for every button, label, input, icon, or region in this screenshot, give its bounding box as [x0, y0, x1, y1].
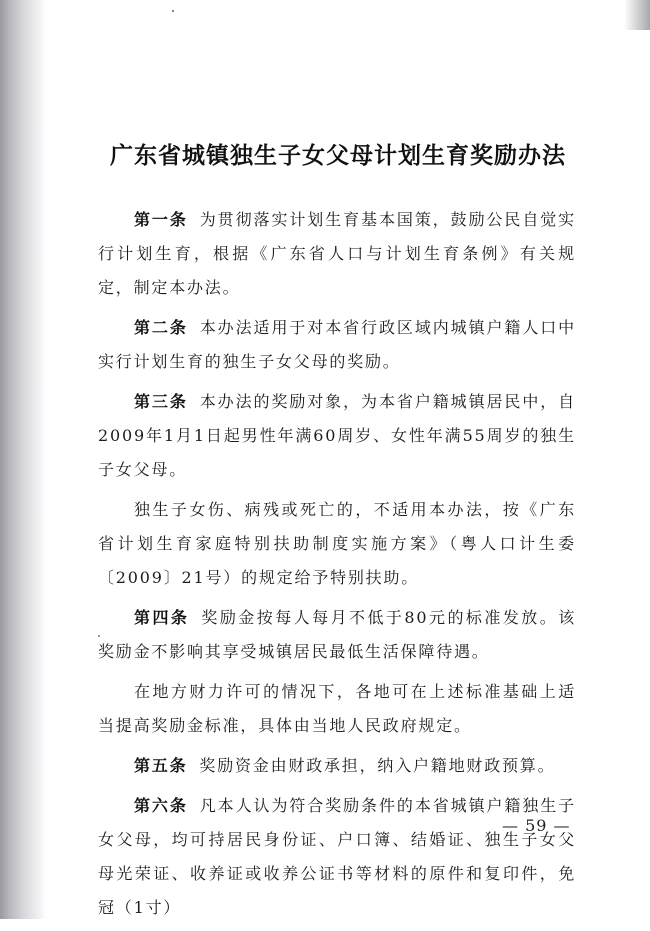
- paragraph-article-6: [98, 789, 576, 925]
- article-label: 第三条: [134, 392, 188, 411]
- article-label: 第五条: [134, 756, 188, 775]
- document-title: 广东省城镇独生子女父母计划生育奖励办法: [110, 143, 566, 169]
- book-spine-shadow: [0, 0, 46, 919]
- paragraph-text: 在地方财力许可的情况下，各地可在上述标准基础上适当提高奖励金标准，具体由当地人民政府规定。: [98, 682, 576, 735]
- paragraph-text: 本办法的奖励对象，为本省户籍城镇居民中，自2009年1月1日起男性年满60周岁、女性年满55周岁的独生子女父母。: [98, 392, 576, 479]
- paragraph-article-3-clause-2: [98, 493, 576, 595]
- paragraph-text: 凡本人认为符合奖励条件的本省城镇户籍独生子女父母，均可持居民身份证、户口簿、结婚证、独生子女父母光荣证、收养证或收养公证书等材料的原件和复印件，免冠（1寸）: [98, 796, 576, 917]
- paragraph-article-4: [98, 601, 576, 669]
- article-label: 第四条: [134, 608, 190, 627]
- paragraph-article-1: [98, 203, 576, 305]
- paragraph-text: 奖励金按每人每月不低于80元的标准发放。该奖励金不影响其享受城镇居民最低生活保障待遇。: [98, 608, 576, 661]
- paragraph-article-5: [98, 749, 576, 783]
- paragraph-text: 独生子女伤、病残或死亡的，不适用本办法，按《广东省计划生育家庭特别扶助制度实施方案》（粤人口计生委〔2009〕21号）的规定给予特别扶助。: [98, 500, 576, 587]
- paragraph-text: 为贯彻落实计划生育基本国策，鼓励公民自觉实行计划生育，根据《广东省人口与计划生育条例》有关规定，制定本办法。: [98, 210, 576, 297]
- paragraph-article-2: [98, 311, 576, 379]
- paragraph-article-4-clause-2: [98, 675, 576, 743]
- article-label: 第一条: [134, 210, 188, 229]
- paragraph-article-3: [98, 385, 576, 487]
- document-page: [98, 0, 576, 919]
- article-label: 第二条: [134, 318, 188, 337]
- paragraph-text: 本办法适用于对本省行政区域内城镇户籍人口中实行计划生育的独生子女父母的奖励。: [98, 318, 576, 371]
- page-number: — 59 —: [502, 816, 571, 835]
- paragraph-text: 奖励资金由财政承担，纳入户籍地财政预算。: [199, 756, 556, 775]
- article-label: 第六条: [134, 796, 188, 815]
- scan-edge-shadow: [624, 0, 650, 30]
